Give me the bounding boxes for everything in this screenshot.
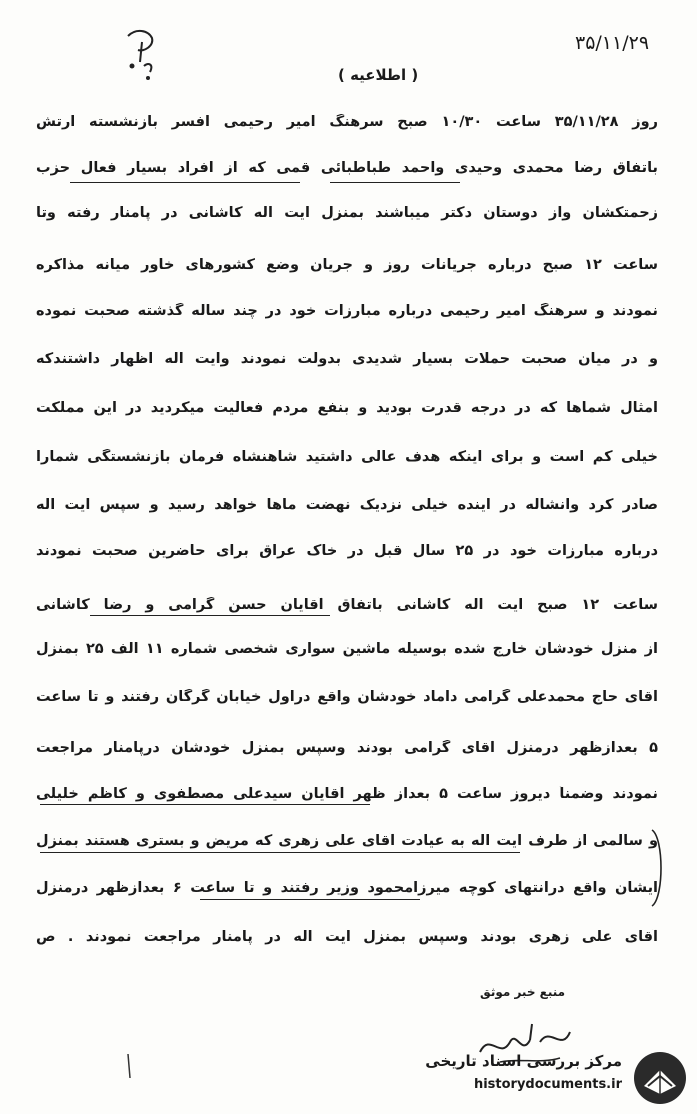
archive-watermark <box>404 1046 694 1110</box>
underline-mark <box>330 182 460 183</box>
underline-mark <box>90 615 330 616</box>
underline-mark <box>70 182 300 183</box>
body-line-12: از منزل خودشان خارج شده بوسیله ماشین سواری شخصی شماره ۱۱ الف ۲۵ بمنزل <box>36 641 658 657</box>
underline-mark <box>40 804 370 805</box>
document-date: ۳۵/۱۱/۲۹ <box>575 32 650 54</box>
body-line-15: نمودند وضمناً دیروز ساعت ۵ بعداز ظهر آقایان سیدعلی مصطفوی و کاظم خلیلی <box>36 786 658 802</box>
handwritten-corner-mark <box>118 22 166 82</box>
watermark-url: historydocuments.ir <box>473 1077 622 1092</box>
book-logo-icon <box>632 1050 688 1106</box>
watermark-title: مرکز بررسی اسناد تاریخی <box>425 1052 622 1070</box>
body-line-17: ایشان واقع درانتهای کوچه میرزامحمود وزیر رفتند و تا ساعت ۶ بعدازظهر درمنزل <box>36 880 658 896</box>
body-line-3: زحمتکشان واز دوستان دکتر میباشند بمنزل ایت اله کاشانی در پامنار رفته وتا <box>36 205 658 221</box>
body-line-5: نمودند و سرهنگ امیر رحیمی درباره مبارزات خود در چند ساله گذشته صحبت نموده <box>36 303 658 319</box>
body-line-11: ساعت ۱۲ صبح ایت اله کاشانی باتفاق آقایان حسن گرامی و رضا کاشانی <box>36 597 658 613</box>
body-line-10: درباره مبارزات خود در ۲۵ سال قبل در خاک عراق برای حاضرین صحبت نمودند <box>36 543 658 559</box>
body-line-4: ساعت ۱۲ صبح درباره جریانات روز و جریان وضع کشورهای خاور میانه مذاکره <box>36 257 658 273</box>
underline-mark <box>200 899 420 900</box>
body-line-8: خیلی کم است و برای اینکه هدف عالی داشتید شاهنشاه فرمان بازنشستگی شمارا <box>36 449 658 465</box>
margin-bracket-mark <box>648 828 670 908</box>
body-line-16: و سالمی از طرف ایت اله به عیادت آقای علی زهری که مریض و بستری هستند بمنزل <box>36 833 658 849</box>
body-line-13: آقای حاج محمدعلی گرامی داماد خودشان واقع دراول خیابان گرگان رفتند و تا ساعت <box>36 689 658 705</box>
body-line-1: روز ۳۵/۱۱/۲۸ ساعت ۱۰/۳۰ صبح سرهنگ امیر رحیمی افسر بازنشسته ارتش <box>36 114 658 130</box>
body-line-6: و در میان صحبت حملات بسیار شدیدی بدولت نمودند وایت اله اظهار داشتندکه <box>36 351 658 367</box>
document-title: ( اطلاعیه ) <box>338 66 419 84</box>
body-line-2: باتفاق رضا محمدی وحیدی واحمد طباطبائی قمی که از افراد بسیار فعال حزب <box>36 160 658 176</box>
stray-pen-mark <box>124 1052 134 1080</box>
source-note: منبع خبر موثق <box>480 985 566 999</box>
underline-mark <box>40 852 520 853</box>
body-line-18: آقای علی زهری بودند وسپس بمنزل ایت اله در پامنار مراجعت نمودند . ص <box>36 929 658 945</box>
body-line-7: امثال شماها که در درجه قدرت بودید و بنفع مردم فعالیت میکردید در این مملکت <box>36 400 658 416</box>
body-line-9: صادر کرد وانشاله در اینده خیلی نزدیک نهضت ماها خواهد رسید و سپس ایت اله <box>36 497 658 513</box>
body-line-14: ۵ بعدازظهر درمنزل آقای گرامی بودند وسپس بمنزل خودشان درپامنار مراجعت <box>36 740 658 756</box>
